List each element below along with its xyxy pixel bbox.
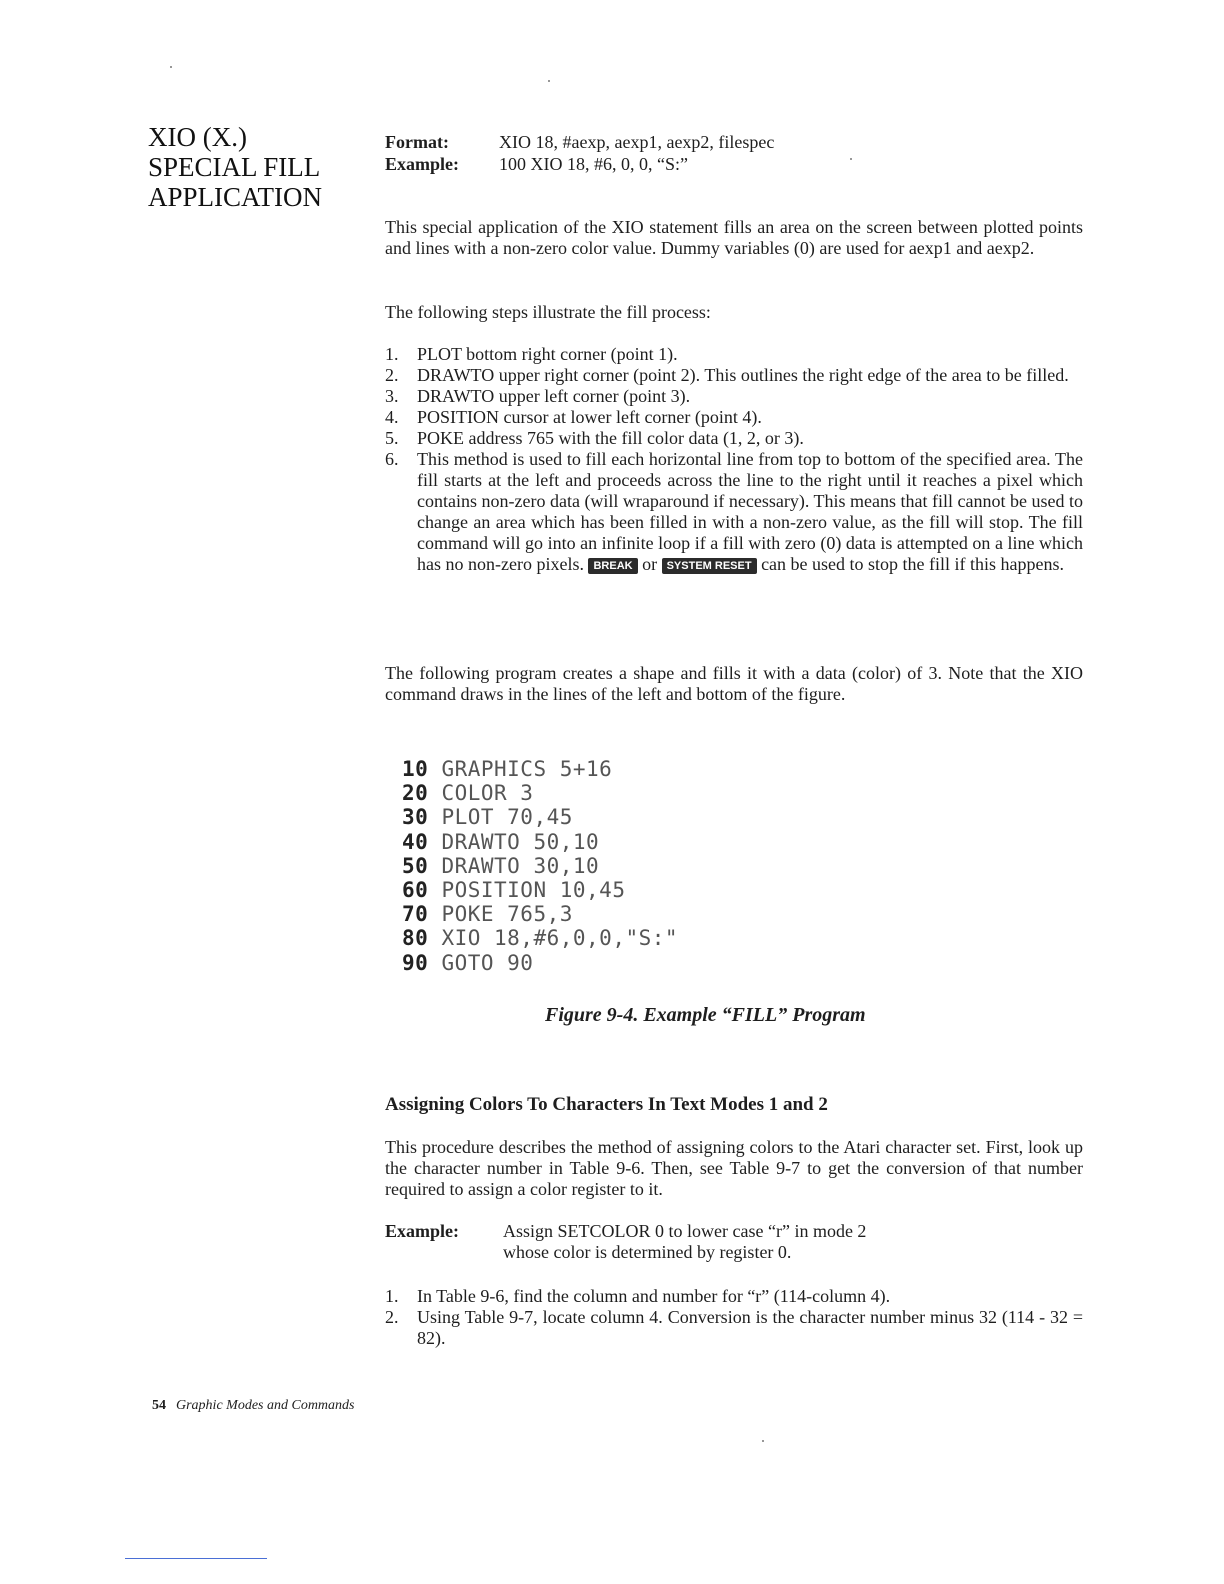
list-item: 1. In Table 9-6, find the column and number for “r” (114-column 4). [385,1286,891,1306]
scan-speck [762,1440,764,1442]
code-line: 50 DRAWTO 30,10 [402,853,600,878]
list-item: 4. POSITION cursor at lower left corner (point 4). [385,407,762,427]
figure-caption: Figure 9-4. Example “FILL” Program [545,1004,866,1026]
example-row [385,154,688,175]
code-line: 20 COLOR 3 [402,781,534,806]
fill-steps-list [385,344,1083,575]
scan-speck [548,80,550,82]
list-item: 5. POKE address 765 with the fill color data (1, 2, or 3). [385,428,804,448]
program-intro: The following program creates a shape and fills it with a data (color) of 3. Note that the XIO command draws in the lines of the left and bottom of the figure. [385,663,1083,704]
example-label: Example: [385,154,459,174]
list-item: 3. DRAWTO upper left corner (point 3). [385,386,691,406]
format-row [385,132,774,153]
list-item: 6. This method is used to fill each horizontal line from top to bottom of the specified area. The fill starts at the left and proceeds across the line to the right until it reaches a pixel which contains non-zero data (will wraparound if necessary). This means that fill cannot be used to change an area which has been filled in with a non-zero value, as the fill will stop. The fill command will go into an infinite loop if a fill with zero (0) data is attempted on a line which has no non-zero pixels. BREAK or SYSTEM RESET can be used to stop the fill if this happens. [385,449,1083,574]
section-intro: This procedure describes the method of assigning colors to the Atari character set. First, look up the character number in Table 9-6. Then, see Table 9-7 to get the conversion of that number required to assign a color register to it. [385,1137,1083,1199]
format-label: Format: [385,132,449,152]
heading-line: SPECIAL FILL [148,152,321,182]
break-key: BREAK [588,558,637,574]
footer-section: Graphic Modes and Commands [176,1398,355,1413]
basic-program-listing [402,757,678,975]
scan-speck [850,158,852,160]
bottom-rule [125,1558,267,1559]
steps-intro: The following steps illustrate the fill process: [385,302,711,322]
code-line: 80 XIO 18,#6,0,0,"S:" [402,926,679,951]
heading-line: XIO (X.) [148,122,247,152]
section-title: Assigning Colors To Characters In Text Modes 1 and 2 [385,1094,828,1115]
scan-speck [170,66,172,68]
heading-line: APPLICATION [148,182,323,212]
list-item: 2. DRAWTO upper right corner (point 2). This outlines the right edge of the area to be filled. [385,365,1069,385]
example-value: 100 XIO 18, #6, 0, 0, “S:” [499,154,688,174]
code-line: 40 DRAWTO 50,10 [402,829,600,854]
example-label: Example: [385,1221,459,1241]
system-reset-key: SYSTEM RESET [662,558,757,574]
intro-paragraph: This special application of the XIO statement fills an area on the screen between plotted points and lines with a non-zero color value. Dummy variables (0) are used for aexp1 and aexp2. [385,217,1083,258]
code-line: 60 POSITION 10,45 [402,878,626,903]
example-text: Assign SETCOLOR 0 to lower case “r” in mode 2 whose color is determined by register 0. [503,1221,867,1262]
code-line: 10 GRAPHICS 5+16 [402,757,613,781]
page-number: 54 [152,1398,166,1413]
list-item: 2. Using Table 9-7, locate column 4. Conversion is the character number minus 32 (114 - 32 = 82). [385,1307,1083,1348]
code-line: 70 POKE 765,3 [402,902,573,927]
format-value: XIO 18, #aexp, aexp1, aexp2, filespec [499,132,775,152]
assign-steps-list [385,1286,1083,1349]
code-line: 90 GOTO 90 [402,950,534,975]
page-footer [152,1398,355,1414]
section-heading [148,122,368,212]
list-item: 1. PLOT bottom right corner (point 1). [385,344,678,364]
code-line: 30 PLOT 70,45 [402,805,573,830]
